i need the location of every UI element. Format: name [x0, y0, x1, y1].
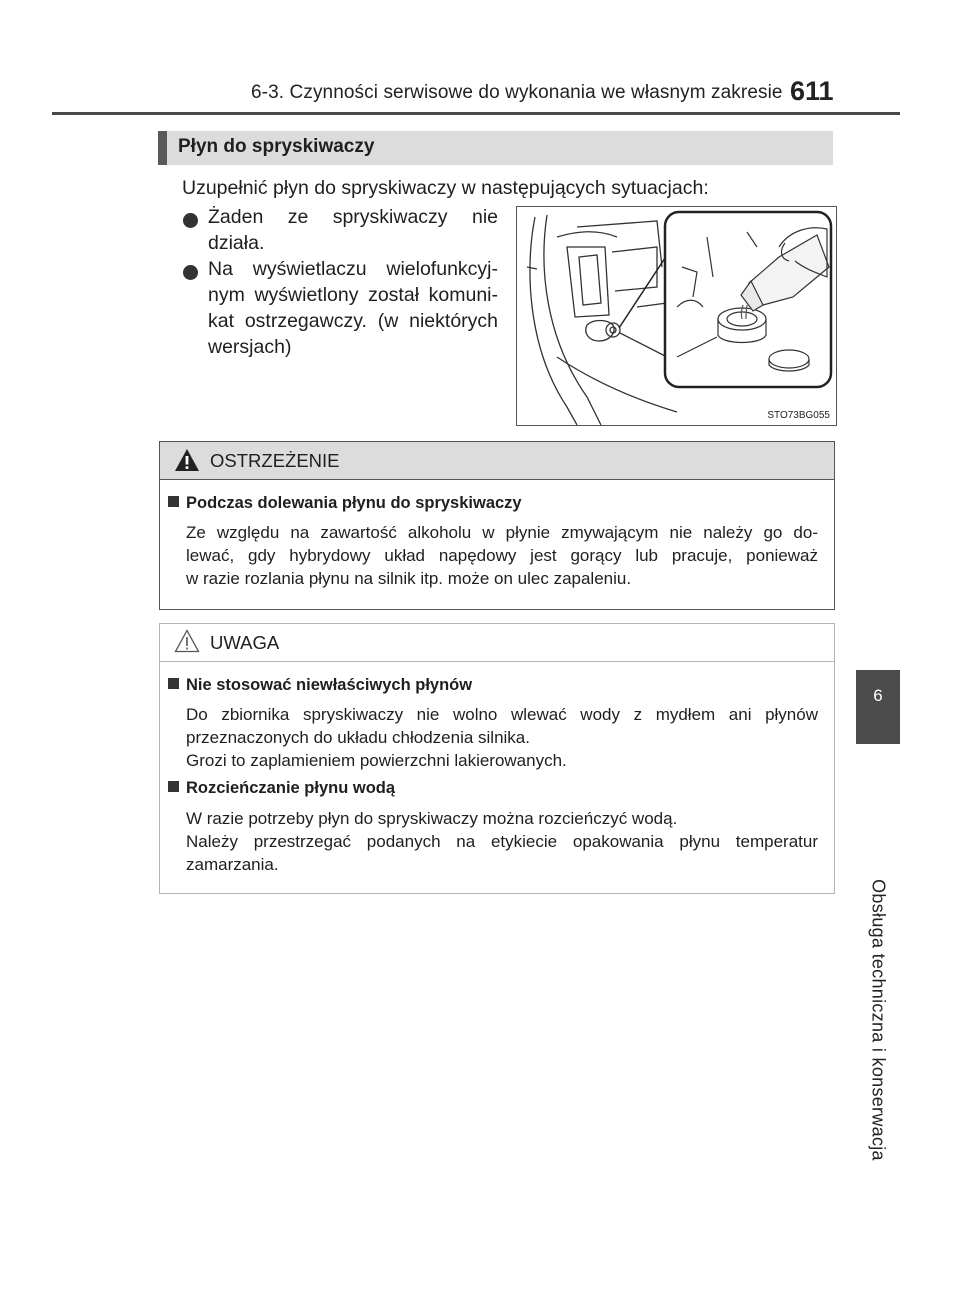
engine-bay-drawing — [517, 207, 836, 425]
notice-line: Grozi to zaplamieniem powierzchni lakierowanych. — [186, 751, 567, 770]
washer-fluid-illustration — [516, 206, 837, 426]
chapter-number: 6 — [873, 686, 883, 705]
notice-section-title-text: Rozcieńczanie płynu wodą — [186, 779, 396, 797]
notice-line: Należy przestrzegać podanych na etykiecie opakowania płynu temperatur — [186, 832, 818, 851]
bullet-line: wersjach) — [208, 336, 292, 358]
warning-line: lewać, gdy hybrydowy układ napędowy jest gorący lub pracuje, ponieważ — [186, 546, 818, 565]
warning-body — [186, 521, 818, 590]
notice-section-title — [168, 676, 472, 695]
warning-triangle-icon — [174, 448, 200, 472]
notice-line: W razie potrzeby płyn do spryskiwaczy można rozcieńczyć wodą. — [186, 809, 678, 828]
bullet-line: Żaden ze spryskiwaczy nie — [208, 206, 498, 228]
notice-section-title-text: Nie stosować niewłaściwych płynów — [186, 676, 473, 694]
header-rule — [52, 112, 900, 115]
bullet-line: kat ostrzegawczy. (w niektórych — [208, 310, 498, 332]
warning-title: OSTRZEŻENIE — [210, 450, 340, 471]
warning-line: w razie rozlania płynu na silnik itp. może on ulec zapaleniu. — [186, 569, 632, 588]
notice-box — [159, 623, 835, 894]
page-number: 611 — [790, 76, 834, 106]
notice-section-title — [168, 779, 395, 798]
caution-triangle-icon — [174, 629, 200, 653]
notice-line: zamarzania. — [186, 855, 279, 874]
bullet-line: działa. — [208, 232, 265, 254]
square-bullet-icon — [168, 781, 179, 792]
square-bullet-icon — [168, 678, 179, 689]
notice-line: Do zbiornika spryskiwaczy nie wolno wlewać wody z mydłem ani płynów — [186, 705, 818, 724]
bullet-line: Na wyświetlaczu wielofunkcyj- — [208, 258, 498, 280]
section-title-accent — [158, 131, 167, 165]
warning-section-title-text: Podczas dolewania płynu do spryskiwaczy — [186, 494, 522, 512]
bullet-item — [208, 204, 498, 256]
running-header-section: 6-3. Czynności serwisowe do wykonania we własnym zakresie — [251, 82, 783, 103]
chapter-tab — [856, 670, 900, 744]
notice-body — [186, 807, 818, 876]
illustration-code: STO73BG055 — [767, 410, 830, 421]
bullet-line: nym wyświetlony został komuni- — [208, 284, 498, 306]
bullet-dot — [183, 265, 198, 280]
warning-section-title — [168, 494, 522, 513]
notice-title: UWAGA — [210, 632, 280, 653]
chapter-label: Obsługa techniczna i konserwacja — [868, 879, 889, 1161]
bullet-item — [208, 256, 498, 360]
notice-header — [160, 624, 834, 662]
bullet-dot — [183, 213, 198, 228]
section-title: Płyn do spryskiwaczy — [178, 136, 375, 157]
notice-body — [186, 703, 818, 772]
intro-text: Uzupełnić płyn do spryskiwaczy w następujących sytuacjach: — [182, 177, 709, 199]
square-bullet-icon — [168, 496, 179, 507]
warning-line: Ze względu na zawartość alkoholu w płynie zmywającym nie należy go do- — [186, 523, 818, 542]
notice-line: przeznaczonych do układu chłodzenia silnika. — [186, 728, 530, 747]
warning-header — [160, 442, 834, 480]
warning-box — [159, 441, 835, 610]
